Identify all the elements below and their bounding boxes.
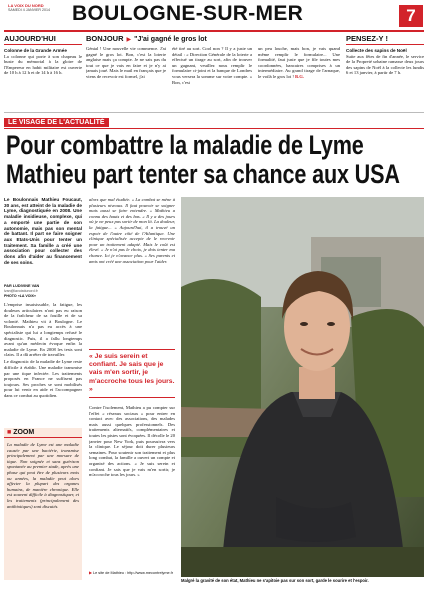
middle-column-text: alors que mal étudiée. « La combat se mène à plusieurs niveaux. Il faut pouvoir se soigner mais aussi se faire entendre. » Mathieu a connu des hauts et des bas. « Il y a des jours où je ne peux pas sortir de mon lit. La douleur, la fatigue... » Aujourd'hui, il a trouvé un espoir de l'autre côté de l'Atlantique. Une clinique spécialisée accepte de le recevoir pour un traitement adapté. Mais le coût est élevé. « Je n'ai pas le choix, je dois tenter ma chance. Ici je n'avance plus. » Ses parents et amis ont créé une association pour l'aider. — [89, 197, 175, 264]
bonjour-col-3-text: un peu louche, mais bon, je vais quand même remplir le formulaire... Une formalité, faut juste que je file toutes mes coordonnées, bancaires comprises à un intermédiaire. Au grand tirage de l'arnaque, le voilà le gros lot ! — [258, 46, 340, 79]
top-boxes-divider — [4, 112, 424, 113]
intro-chapo: Le Boulonnais Mathieu Foucaut, 30 ans, est atteint de la maladie de Lyme, diagnostiquée en 2008. Une maladie insidieuse, complexe, qui a emporté une partie de son autonomie, mais pas son mental de battant. Il part se faire soigner aux Etats-Unis pour tenter un traitement. Sa famille a créé une association pour collecter des dons afin d'aider au financement de ses soins. — [4, 197, 82, 265]
issue-date: SAMEDI 4 JANVIER 2014 — [8, 8, 50, 12]
headline-line-2: Mathieu part tenter sa chance aux USA — [6, 159, 400, 189]
bonjour-col-3 — [258, 46, 340, 106]
masthead-rule — [4, 30, 424, 32]
pensez-title: PENSEZ-Y ! — [346, 34, 424, 45]
left-text-p2: Le diagnostic de la maladie de Lyme reste difficile à établir. Une maladie transmise par une tique infectée. Les traitements proposés en France ne suffisent pas toujours. Ses proches se sont mobilisés pour lui venir en aide et l'accompagner dans ce combat au quotidien. — [4, 359, 82, 398]
website-text[interactable]: Le site de Mathieu : http://www.mecontrelyme.fr — [92, 571, 173, 575]
section-tag: LE VISAGE DE L'ACTUALITÉ — [4, 118, 109, 127]
website-arrow-icon: ▶ — [89, 571, 93, 575]
pensez-box — [346, 34, 424, 110]
aujourdhui-body: La colonne qui porte à son chapeau le buste du mémorial à la gloire de l'Empereur en habit militaire est ouverte de 10 h à 12 h et de 14 h à 16 h. — [4, 53, 82, 75]
pull-quote — [89, 349, 175, 398]
bonjour-col-1: Génial ! Une nouvelle vie commence. J'ai gagné le gros lot. Bon, c'est la loterie anglaise mais ça compte. Je ne sais pas du tout ce que je vais en faire et je n'y ai jamais joué. Mais le mail en français que je viens de recevoir est formel, j'ai — [86, 46, 166, 79]
zoom-title: ZOOM — [13, 429, 35, 436]
zoom-box — [4, 428, 82, 580]
photo-credit: PHOTO «LA VOIX» — [4, 294, 36, 298]
page-number: 7 — [406, 6, 416, 25]
middle-column-text-2: Contre l'isolement, Mathieu a pu compter sur l'effet « réseaux sociaux » pour entrer en contact avec des associations, des malades mais aussi quelques professionnels. Des traitements alternatifs, complémentaires et toutes les pistes sont évoquées. Il décolle le 20 janvier pour New York, puis poursuivra vers la clinique. Le séjour doit durer plusieurs semaines. Pour soutenir son traitement et plus long combat, la famille a ouvert un compte et organisé des actions. « Je suis serein et confiant. Je sais que je vais m'en sortir, je m'accroche tous les jours. » — [89, 405, 175, 478]
zoom-square-icon: ■ — [7, 429, 14, 436]
page-number-badge — [399, 5, 423, 27]
photo-caption: Malgré la gravité de son état, Mathieu ne s'apitoie pas sur son sort, garde le sourire et l'espoir. — [181, 578, 369, 583]
byline-email: lvan@lavoixdunord.fr — [4, 289, 38, 293]
headline-line-1: Pour combattre la maladie de Lyme — [6, 130, 364, 160]
pensez-body: Suite aux fêtes de fin d'année, le service de la Propreté urbaine ramasse deux jours des sapins de Noël à la collecte les lundis 6 et 13 janvier, à partir de 7 h. — [346, 53, 424, 75]
city-masthead: BOULOGNE-SUR-MER — [72, 2, 304, 25]
zoom-header — [4, 428, 82, 438]
bonjour-arrow-icon: ▶ — [126, 37, 132, 43]
zoom-body: La maladie de Lyme est une maladie causée par une bactérie, transmise principalement par une morsure de tique. Non soignée et sans guérison spontanée au premier stade, après une phase qui peut être de plusieurs mois ou années, la maladie peut alors affecter la plupart des organes humains, de manière chronique. Elle est souvent difficile à diagnostiquer, et les traitements (principalement des antibiotiques) sont discutés. — [7, 442, 79, 509]
website-link[interactable] — [89, 571, 175, 576]
bonjour-signature: B.G. — [295, 73, 304, 79]
byline: PAR LUDIVINE VAN — [4, 284, 40, 288]
bonjour-tag: BONJOUR — [86, 34, 124, 43]
left-text-p1: L'emprise insaisissable, la fatigue, les douleurs articulaires n'ont pas eu raison de la fraîcheur de sa fouille et de sa volonté. Mathieu vit à Boulogne. Le Boulonnais n'a pas eu accès à une spécialiste qui lui a longtemps refusé le diagnostic. Puis, il a fallu longtemps avant qu'un médecin évoque enfin la maladie de Lyme. En 2008 les tests sont clairs. Il a dû arrêter de travailler. — [4, 302, 82, 358]
bonjour-col-2: été tiré au sort. Cool non ? Il y a juste un détail : « Direction Générale de la loterie a effectué un tirage au sort, afin de trouver un gagnant, veuillez nous remplir le formulaire ci-joint et la banque de Londres vous versera la somme sur votre compte. » Bon, c'est — [172, 46, 252, 85]
aujourdhui-title: AUJOURD'HUI — [4, 34, 82, 45]
pensez-lead: Collecte des sapins de Noël — [346, 48, 407, 53]
paper-name: LA VOIX DU NORD — [8, 3, 44, 8]
section-rule — [4, 128, 424, 129]
left-column-text — [4, 302, 82, 422]
bonjour-title: "J'ai gagné le gros lot — [134, 36, 207, 43]
portrait-photo — [181, 197, 424, 577]
aujourdhui-box — [4, 34, 82, 110]
portrait-photo-svg — [181, 197, 424, 577]
aujourdhui-lead: Colonne de la Grande Armée — [4, 48, 67, 53]
bonjour-box — [86, 34, 340, 110]
pull-quote-text: « Je suis serein et confiant. Je sais que je vais m'en sortir, je m'accroche tous les jours. » — [89, 353, 175, 393]
